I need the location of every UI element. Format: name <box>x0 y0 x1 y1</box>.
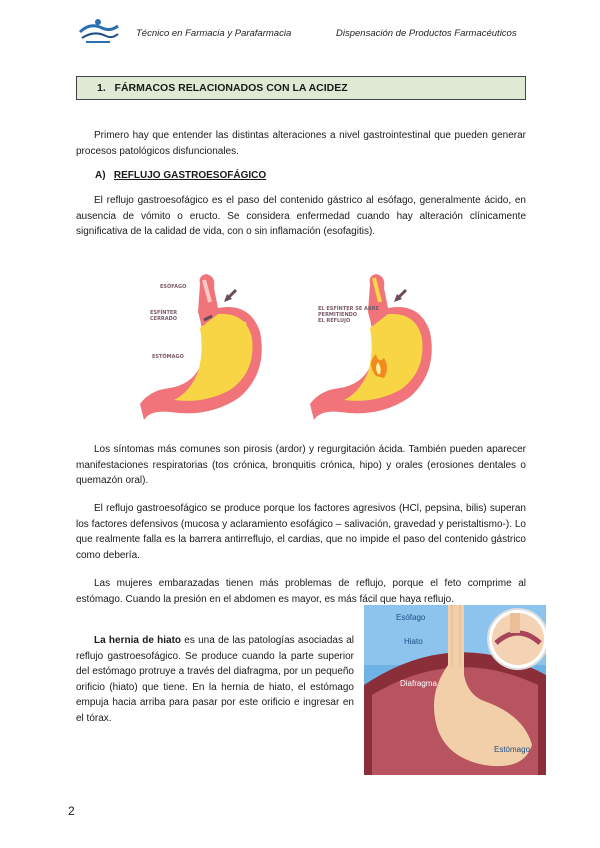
subsection-letter: A) <box>95 170 106 181</box>
paragraph-2-text: Los síntomas más comunes son pirosis (ardor) y regurgitación ácida. También pueden aparecer manifestaciones respiratorias (tos crónica, bronquitis crónica, hipo) y orales (erosiones dentales o quemazón oral). <box>76 444 526 487</box>
paragraph-1 <box>76 193 526 240</box>
section-title-box <box>76 76 526 100</box>
label-open-2: PERMITIENDO <box>318 312 358 318</box>
intro-text: Primero hay que entender las distintas alteraciones a nivel gastrointestinal que pueden generar procesos patológicos disfuncionales. <box>76 130 526 157</box>
section-number: 1. <box>97 82 106 94</box>
paragraph-2 <box>76 442 526 489</box>
label-esophagus: ESÓFAGO <box>160 284 187 290</box>
stomach-open-sphincter <box>310 274 432 420</box>
reflux-illustration <box>140 272 480 422</box>
label-diaphragm: Diafragma <box>400 679 437 688</box>
label-open-3: EL REFLUJO <box>318 318 351 324</box>
page-number: 2 <box>68 804 75 818</box>
subsection-title: REFLUJO GASTROESOFÁGICO <box>113 170 267 181</box>
paragraph-5-text: es una de las patologías asociadas al reflujo gastroesofágico. Se produce cuando la parte superior del estómago protruye a través del diafragma, por un pequeño orificio (hiato) que tiene. En la hernia de hiato, el estómago empuja hacia arriba para pasar por este orificio e ingresar en el tórax. <box>76 635 354 724</box>
header-right-text: Dispensación de Productos Farmacéuticos <box>336 28 517 39</box>
paragraph-3 <box>76 501 526 563</box>
label-closed-1: ESFÍNTER <box>150 310 178 316</box>
logo-icon <box>76 14 120 48</box>
paragraph-1-text: El reflujo gastroesofágico es el paso del contenido gástrico al esófago, generalmente ácido, en ausencia de vómito o eructo. Se considera enfermedad cuando hay alteración clínicamente significativa de la calidad de vida, con o sin inflamación (esofagitis). <box>76 195 526 238</box>
header-left-text: Técnico en Farmacia y Parafarmacia <box>136 28 292 39</box>
label-open-1: EL ESFÍNTER SE ABRE <box>318 306 379 312</box>
section-title-text: FÁRMACOS RELACIONADOS CON LA ACIDEZ <box>114 82 348 94</box>
paragraph-5 <box>76 633 354 727</box>
section-title <box>97 82 348 94</box>
stomach-closed-sphincter <box>140 274 262 420</box>
paragraph-3-text: El reflujo gastroesofágico se produce porque los factores agresivos (HCl, pepsina, bilis) superan los factores defensivos (mucosa y aclaramiento esofágico – salivación, gravedad y peristaltismo-). Lo que realmente falla es la barrera antirreflujo, el cardias, que no impide el paso del contenido gástrico como debería. <box>76 503 526 561</box>
stomach-reflux-svg <box>140 272 480 422</box>
label-stomach-2: Estómago <box>494 745 531 754</box>
hiatal-hernia-illustration <box>364 605 546 775</box>
label-stomach: ESTÓMAGO <box>152 354 184 360</box>
subsection-heading <box>95 170 266 181</box>
paragraph-4-text: Las mujeres embarazadas tienen más problemas de reflujo, porque el feto comprime al estómago. Cuando la presión en el abdomen es mayor, es más fácil que haya reflujo. <box>76 578 526 605</box>
hiatal-hernia-term: La hernia de hiato <box>94 635 182 646</box>
label-esophagus-2: Esófago <box>396 613 426 622</box>
intro-paragraph <box>76 128 526 159</box>
label-hiatus: Hiato <box>404 637 423 646</box>
label-closed-2: CERRADO <box>150 316 178 322</box>
paragraph-4 <box>76 576 526 607</box>
header-logo <box>76 14 120 48</box>
